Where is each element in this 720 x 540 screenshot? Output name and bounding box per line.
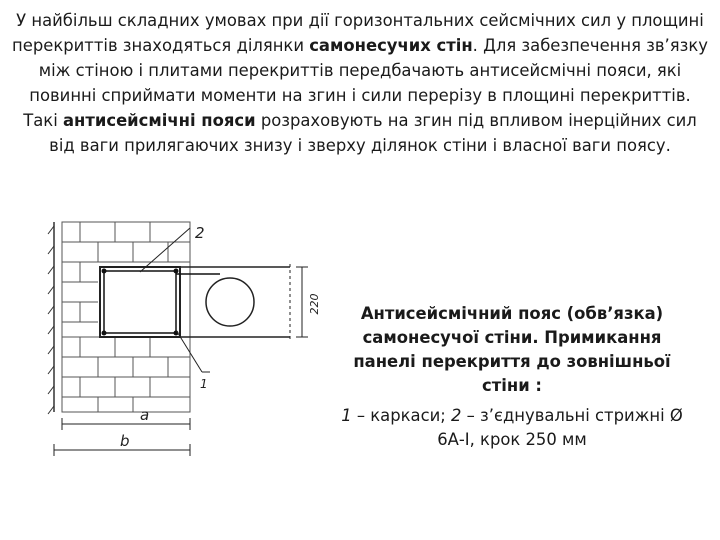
dim-b-label: b [120,432,130,450]
wall-section-drawing [40,212,340,472]
para-text-1: У найбільш складних умовах при дії горизонтальних сейсмічних сил у площині перекриттів знаходяться ділянки [12,11,704,55]
para-text-2: . Для забезпечення зв’язку між стіною і плитами перекриттів передбачають антисейсмічні пояси, які повинні сприймати моменти на згин і сили перерізу в площині перекриттів. Такі [23,36,708,130]
dim-a-label: а [140,406,150,424]
leader-2 [140,228,190,272]
label-2: 2 [195,224,205,242]
para-bold-2: антисейсмічні пояси [62,111,256,130]
legend-text-1: – каркаси; [351,406,451,425]
ground-hatch [48,226,54,414]
seismic-belt [100,267,180,337]
legend-num-1: 1 [341,406,352,425]
slab-void [206,278,254,326]
floor-slab-panel [176,264,290,340]
body-paragraph [12,8,708,158]
dimension-a-line [62,418,190,430]
para-bold-1: самонесучих стін [309,36,473,55]
caption-legend [330,404,694,452]
caption-title: Антисейсмічний пояс (обв’язка) самонесучої стіни. Примикання панелі перекриття до зовнішньої стіни : [353,304,671,395]
height-dimension [296,267,308,337]
dimension-220: 220 [308,293,321,315]
drawing-svg [40,212,340,472]
para-text-3: розраховують на згин під впливом інерційних сил від ваги прилягаючих знизу і зверху ділянок стіни і власної ваги поясу. [49,111,697,155]
figure-caption [330,302,694,452]
legend-text-2: – з’єднувальні стрижні Ø 6А-І, крок 250 мм [437,406,683,449]
legend-num-2: 2 [450,406,462,425]
label-1: 1 [200,377,208,391]
